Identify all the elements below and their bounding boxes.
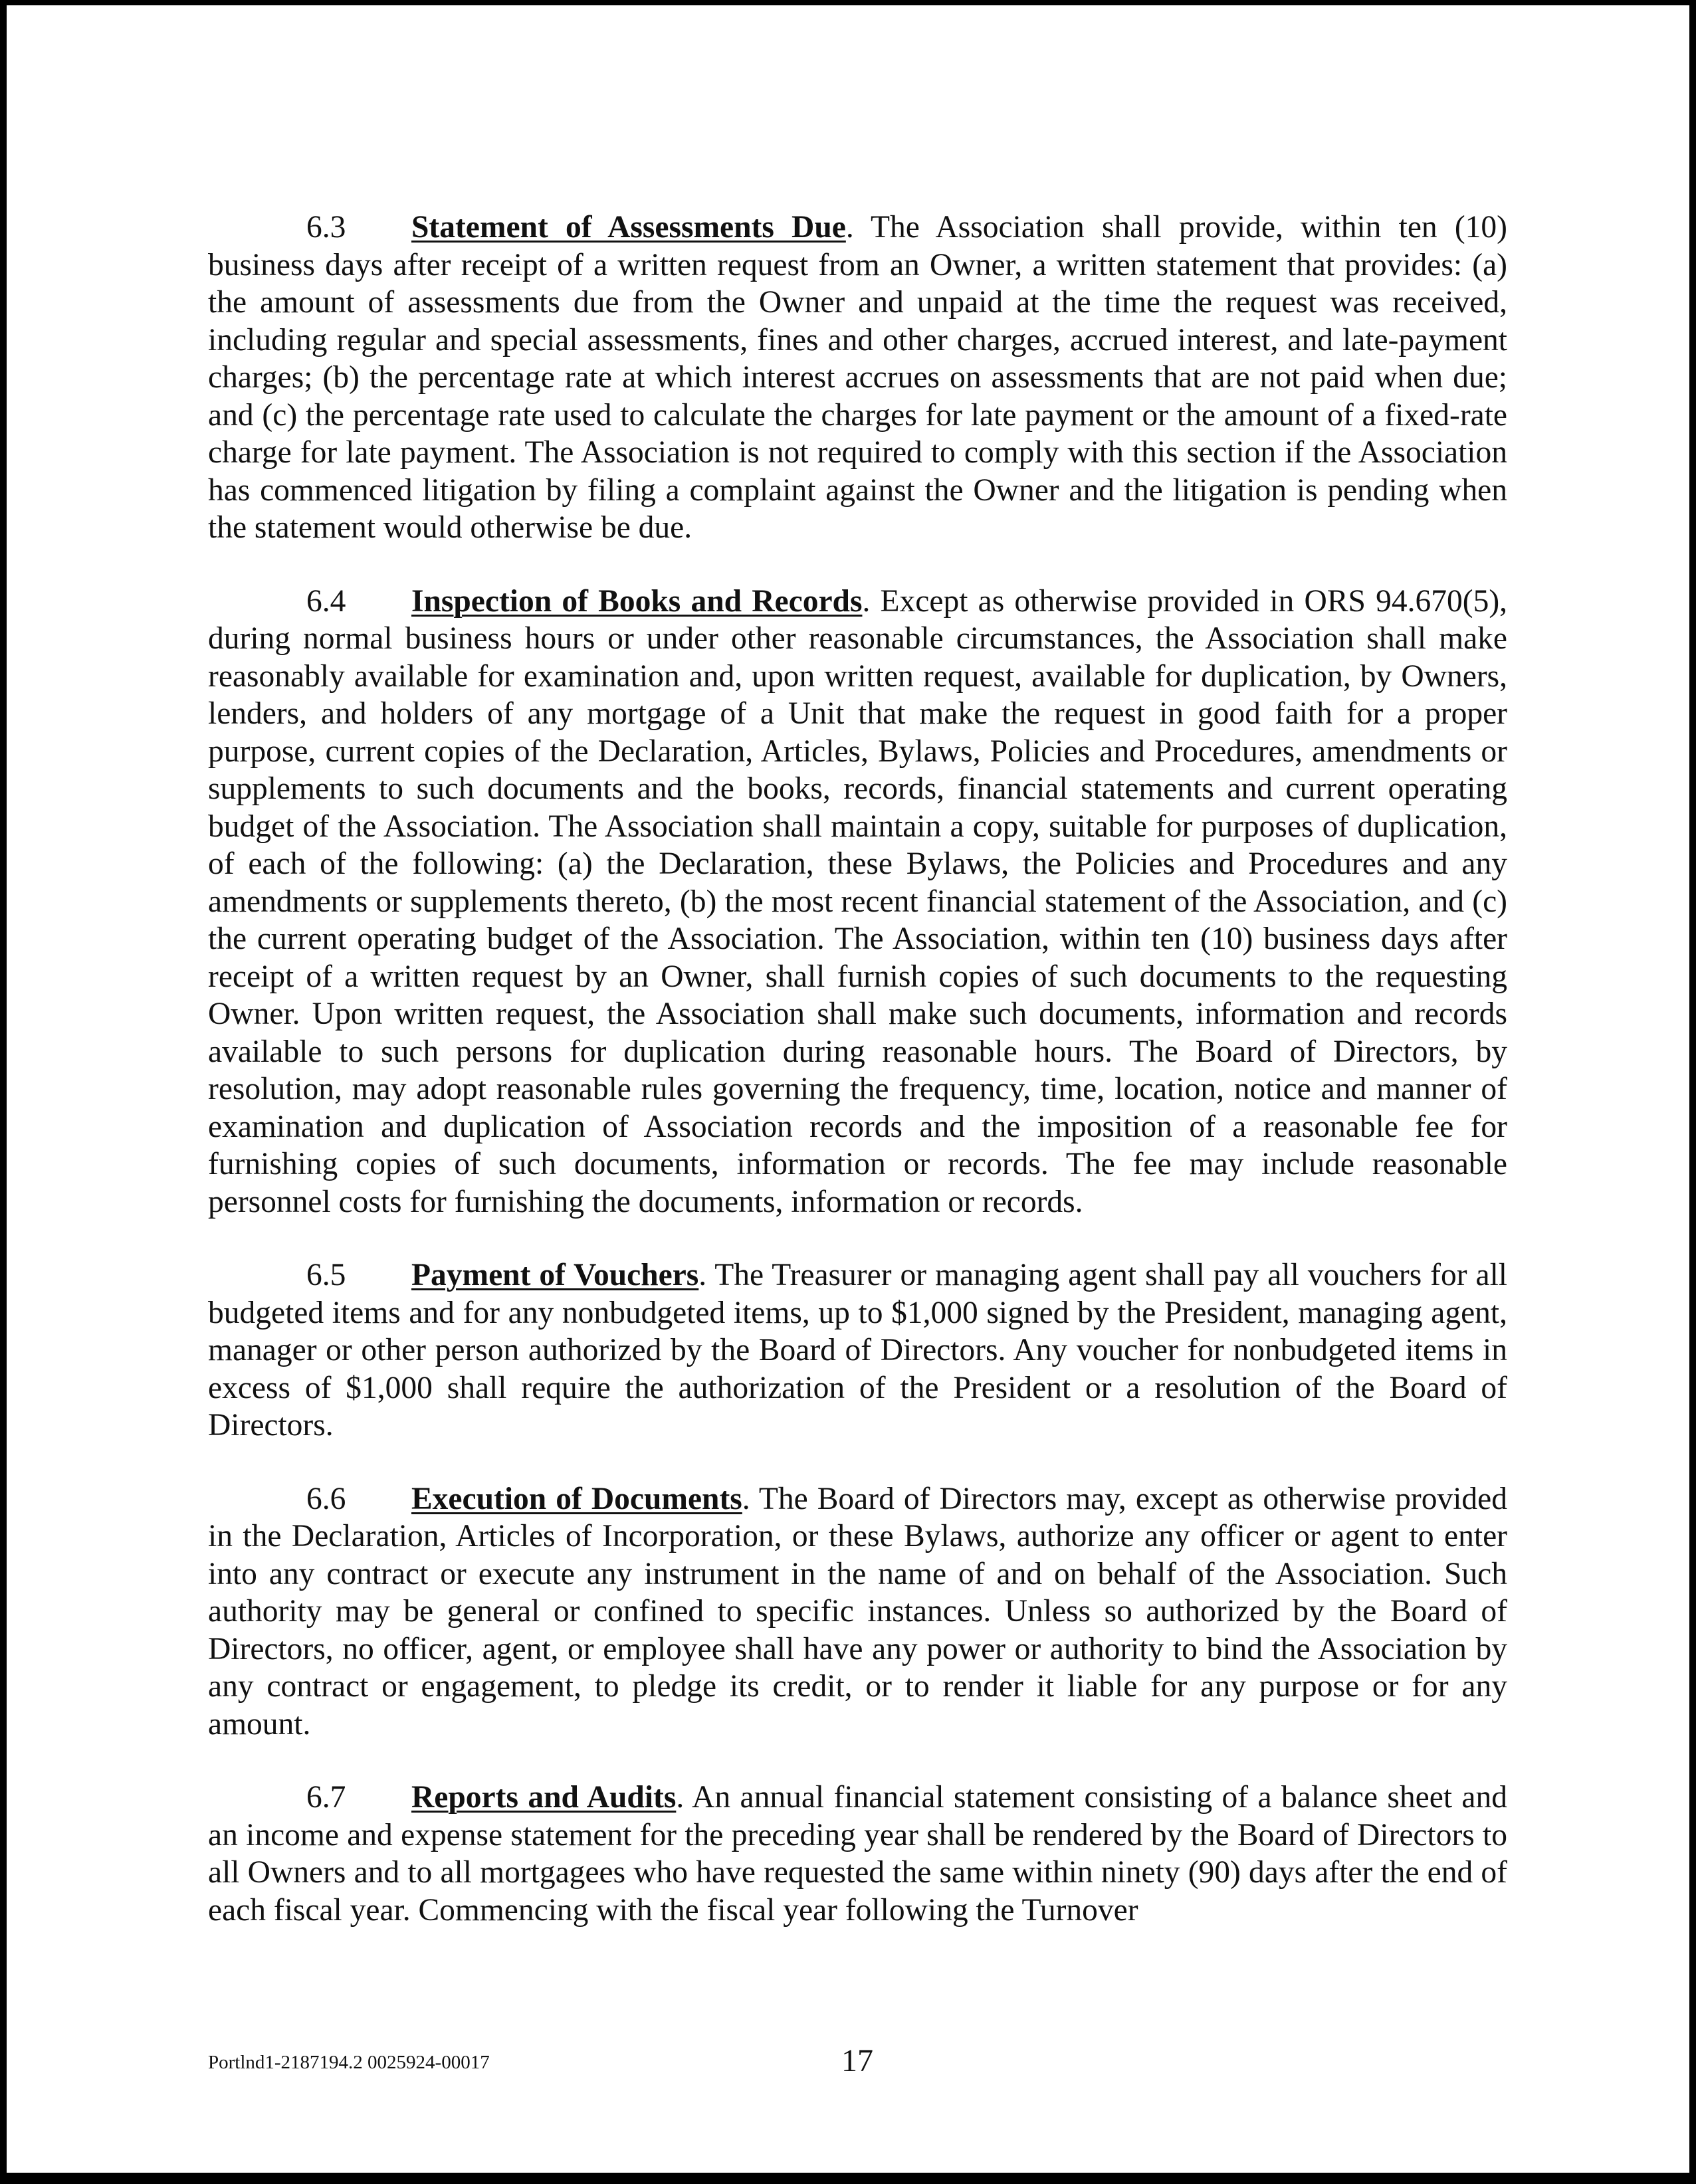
section-number: 6.4 — [306, 583, 346, 619]
section-heading: Statement of Assessments Due — [411, 210, 846, 245]
section-6-4: 6.4 Inspection of Books and Records. Except as otherwise provided in ORS 94.670(5), during normal business hours or under other reasonable circumstances, the Association shall make reasonably available for examination and, upon written request, available for duplication, by Owners, lenders, and holders of any mortgage of a Unit that make the request in good faith for a proper purpose, current copies of the Declaration, Articles, Bylaws, Policies and Procedures, amendments or supplements to such documents and the books, records, financial statements and current operating budget of the Association. The Association shall maintain a copy, suitable for purposes of duplication, of each of the following: (a) the Declaration, these Bylaws, the Policies and Procedures and any amendments or supplements thereto, (b) the most recent financial statement of the Association, and (c) the current operating budget of the Association. The Association, within ten (10) business days after receipt of a written request by an Owner, shall furnish copies of such documents to the requesting Owner. Upon written request, the Association shall make such documents, information and records available to such persons for duplication during reasonable hours. The Board of Directors, by resolution, may adopt reasonable rules governing the frequency, time, location, notice and manner of examination and duplication of Association records and the imposition of a reasonable fee for furnishing copies of such documents, information or records. The fee may include reasonable personnel costs for furnishing the documents, information or records. — [208, 583, 1508, 1219]
section-6-3: 6.3 Statement of Assessments Due. The Association shall provide, within ten (10) business days after receipt of a written request from an Owner, a written statement that provides: (a) the amount of assessments due from the Owner and unpaid at the time the request was received, including regular and special assessments, fines and other charges, accrued interest, and late-payment charges; (b) the percentage rate at which interest accrues on assessments that are not paid when due; and (c) the percentage rate used to calculate the charges for late payment or the amount of a fixed-rate charge for late payment. The Association is not required to comply with this section if the Association has commenced litigation by filing a complaint against the Owner and the litigation is pending when the statement would otherwise be due. — [208, 210, 1507, 545]
section-text: The Treasurer or managing agent shall pay all vouchers for all budgeted items and for any nonbudgeted items, up to $1,000 signed by the President, managing agent, manager or other person authorized by the Board of Directors. Any voucher for nonbudgeted items in excess of $1,000 shall require the authorization of the President or a resolution of the Board of Directors. — [208, 1258, 1507, 1442]
section-heading: Execution of Documents — [411, 1481, 742, 1516]
section-number: 6.6 — [306, 1481, 346, 1516]
section-heading: Payment of Vouchers — [411, 1258, 699, 1292]
section-number: 6.7 — [306, 1780, 346, 1815]
section-heading: Inspection of Books and Records — [411, 583, 863, 619]
section-heading: Reports and Audits — [411, 1780, 677, 1815]
page-number: 17 — [841, 2043, 873, 2078]
footer-document-id: Portlnd1-2187194.2 0025924-00017 — [208, 2052, 490, 2073]
section-text: The Association shall provide, within ten (10) business days after receipt of a written request from an Owner, a written statement that provides: (a) the amount of assessments due from the Owner and unpaid at the time the request was received, including regular and special assessments, fines and other charges, accrued interest, and late-payment charges; (b) the percentage rate at which interest accrues on assessments that are not paid when due; and (c) the percentage rate used to calculate the charges for late payment or the amount of a fixed-rate charge for late payment. The Association is not required to comply with this section if the Association has commenced litigation by filing a complaint against the Owner and the litigation is pending when the statement would otherwise be due. — [208, 210, 1507, 545]
section-text: The Board of Directors may, except as otherwise provided in the Declaration, Articles of Incorporation, or these Bylaws, authorize any officer or agent to enter into any contract or execute any instrument in the name of and on behalf of the Association. Such authority may be general or confined to specific instances. Unless so authorized by the Board of Directors, no officer, agent, or employee shall have any power or authority to bind the Association by any contract or engagement, to pledge its credit, or to render it liable for any purpose or for any amount. — [208, 1481, 1507, 1741]
section-text: Except as otherwise provided in ORS 94.670(5), during normal business hours or under other reasonable circumstances, the Association shall make reasonably available for examination and, upon written request, available for duplication, by Owners, lenders, and holders of any mortgage of a Unit that make the request in good faith for a proper purpose, current copies of the Declaration, Articles, Bylaws, Policies and Procedures, amendments or supplements to such documents and the books, records, financial statements and current operating budget of the Association. The Association shall maintain a copy, suitable for purposes of duplication, of each of the following: (a) the Declaration, these Bylaws, the Policies and Procedures and any amendments or supplements thereto, (b) the most recent financial statement of the Association, and (c) the current operating budget of the Association. The Association, within ten (10) business days after receipt of a written request by an Owner, shall furnish copies of such documents to the requesting Owner. Upon written request, the Association shall make such documents, information and records available to such persons for duplication during reasonable hours. The Board of Directors, by resolution, may adopt reasonable rules governing the frequency, time, location, notice and manner of examination and duplication of Association records and the imposition of a reasonable fee for furnishing copies of such documents, information or records. The fee may include reasonable personnel costs for furnishing the documents, information or records. — [208, 583, 1508, 1219]
section-number: 6.5 — [306, 1258, 346, 1292]
section-number: 6.3 — [306, 210, 346, 245]
document-page — [7, 5, 1689, 2173]
section-6-5: 6.5 Payment of Vouchers. The Treasurer or managing agent shall pay all vouchers for all budgeted items and for any nonbudgeted items, up to $1,000 signed by the President, managing agent, manager or other person authorized by the Board of Directors. Any voucher for nonbudgeted items in excess of $1,000 shall require the authorization of the President or a resolution of the Board of Directors. — [208, 1258, 1507, 1442]
section-6-7: 6.7 Reports and Audits. An annual financial statement consisting of a balance sheet and an income and expense statement for the preceding year shall be rendered by the Board of Directors to all Owners and to all mortgagees who have requested the same within ninety (90) days after the end of each fiscal year. Commencing with the fiscal year following the Turnover — [208, 1780, 1507, 1928]
section-text: An annual financial statement consisting of a balance sheet and an income and expense statement for the preceding year shall be rendered by the Board of Directors to all Owners and to all mortgagees who have requested the same within ninety (90) days after the end of each fiscal year. Commencing with the fiscal year following the Turnover — [208, 1780, 1507, 1928]
document-body — [208, 209, 1507, 1965]
section-6-6: 6.6 Execution of Documents. The Board of Directors may, except as otherwise provided in the Declaration, Articles of Incorporation, or these Bylaws, authorize any officer or agent to enter into any contract or execute any instrument in the name of and on behalf of the Association. Such authority may be general or confined to specific instances. Unless so authorized by the Board of Directors, no officer, agent, or employee shall have any power or authority to bind the Association by any contract or engagement, to pledge its credit, or to render it liable for any purpose or for any amount. — [208, 1481, 1507, 1741]
